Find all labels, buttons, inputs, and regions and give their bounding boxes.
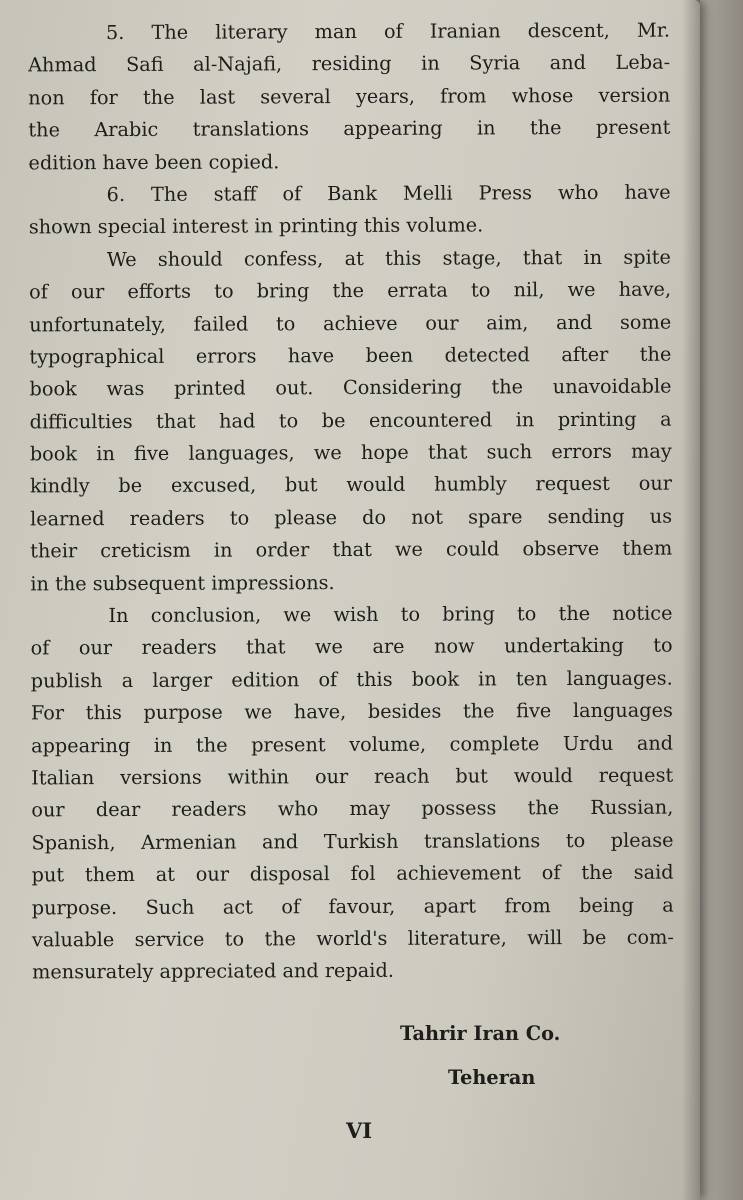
text-line: the Arabic translations appearing in the present [28,115,671,142]
signature-company: Tahrir Iran Co. [400,1022,561,1045]
text-line: publish a larger edition of this book in ten languages. [30,666,673,693]
text-line: learned readers to please do not spare sending us [30,504,673,531]
signature-city: Teheran [448,1066,536,1089]
text-line: Spanish, Armenian and Turkish translations to please [31,828,674,855]
text-line: of our efforts to bring the errata to nil, we have, [29,277,672,304]
text-line: Italian versions within our reach but would request [31,763,674,790]
text-line: Ahmad Safi al-Najafi, residing in Syria and Leba- [28,50,671,77]
text-line: In conclusion, we wish to bring to the notice [108,601,673,628]
text-line: 5. The literary man of Iranian descent, Mr. [105,18,670,45]
text-line: shown special interest in printing this volume. [28,213,484,239]
text-line: difficulties that had to be encountered in printing a [29,407,672,434]
text-line: non for the last several years, from whose version [28,83,671,110]
text-line: edition have been copied. [28,149,280,174]
text-line: of our readers that we are now undertaking to [30,634,673,660]
page-edge-shadow [682,0,700,1200]
text-line: valuable service to the world's literature, will be com- [31,925,674,952]
text-line: kindly be excused, but would humbly request our [29,472,672,498]
signature-block [400,1012,660,1100]
text-line: put them at our disposal fol achievement of the said [31,860,674,887]
text-line: typographical errors have been detected after the [29,342,672,369]
text-line: book was printed out. Considering the unavoidable [29,374,672,401]
text-line: our dear readers who may possess the Russian, [31,795,674,822]
text-line: For this purpose we have, besides the five languages [30,698,673,725]
page-number: VI [346,1118,373,1143]
text-line: 6. The staff of Bank Melli Press who have [106,180,671,207]
text-line: mensurately appreciated and repaid. [31,959,394,984]
text-line: their creticism in order that we could observe them [30,536,673,563]
body-text [28,15,674,990]
text-line: We should confess, at this stage, that in spite [106,245,671,271]
text-line: purpose. Such act of favour, apart from being a [31,893,674,919]
text-line: in the subsequent impressions. [30,570,335,596]
text-line: appearing in the present volume, complete Urdu and [31,731,674,757]
text-line: unfortunately, failed to achieve our aim, and some [29,310,672,336]
text-line: book in five languages, we hope that such errors may [29,439,672,466]
